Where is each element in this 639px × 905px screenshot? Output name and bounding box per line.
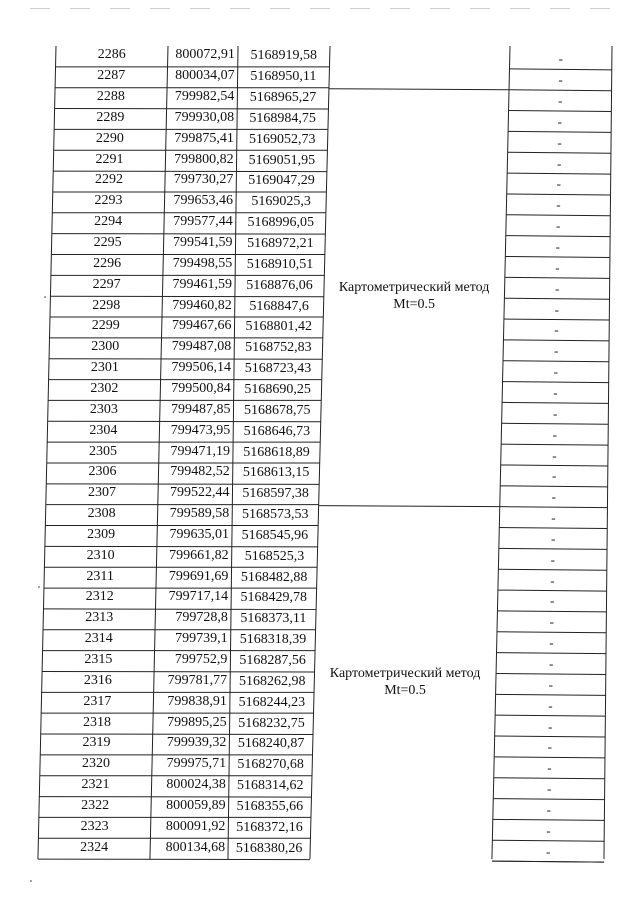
mark-cell: - [554, 301, 559, 317]
y-coordinate-cell: 5168287,56 [239, 653, 306, 668]
row-divider [504, 340, 610, 341]
point-number-cell: 2286 [97, 47, 126, 63]
x-coordinate-cell: 799460,82 [172, 297, 232, 313]
y-coordinate-cell: 5168847,6 [249, 298, 309, 314]
point-number-cell: 2323 [80, 818, 109, 834]
mark-cell: - [554, 322, 559, 338]
row-divider [495, 715, 605, 716]
mark-cell: - [548, 676, 553, 692]
row-divider [492, 840, 604, 841]
point-number-cell: 2319 [82, 735, 111, 751]
y-coordinate-cell: 5168380,26 [235, 840, 303, 856]
mark-cell: - [550, 572, 555, 588]
row-divider [508, 152, 611, 153]
row-divider [38, 859, 310, 860]
row-divider [499, 548, 607, 549]
row-divider [496, 694, 606, 695]
y-coordinate-cell: 5168525,3 [244, 548, 305, 564]
row-divider [506, 215, 610, 216]
method-group-divider [329, 89, 509, 90]
row-divider [495, 736, 605, 737]
row-divider [501, 465, 608, 466]
row-divider [55, 109, 329, 110]
point-number-cell: 2298 [92, 297, 121, 313]
point-number-cell: 2299 [91, 318, 120, 334]
x-coordinate-cell: 800059,89 [166, 797, 226, 813]
y-coordinate-cell: 5168482,88 [240, 569, 308, 585]
y-coordinate-cell: 5169052,73 [248, 131, 316, 147]
y-coordinate-cell: 5168355,66 [236, 798, 304, 814]
row-divider [50, 296, 323, 297]
x-coordinate-cell: 799500,84 [171, 380, 231, 396]
mark-cell: - [557, 93, 563, 109]
measurement-method-cell [314, 665, 496, 699]
row-divider [502, 423, 609, 424]
point-number-cell: 2318 [82, 714, 111, 730]
point-number-cell: 2295 [93, 235, 122, 251]
x-coordinate-cell: 800034,07 [175, 68, 235, 84]
row-divider [492, 861, 604, 862]
row-divider [503, 382, 609, 383]
row-divider [48, 421, 321, 422]
mark-cell: - [548, 656, 554, 671]
mark-cell: - [556, 197, 561, 213]
x-coordinate-cell: 799975,71 [166, 756, 227, 772]
x-coordinate-cell: 799653,46 [173, 193, 234, 209]
y-coordinate-cell: 5168752,83 [245, 340, 312, 356]
point-number-cell: 2320 [82, 756, 111, 772]
row-divider [493, 799, 604, 800]
x-coordinate-cell: 799752,9 [174, 652, 228, 667]
x-coordinate-cell: 799467,66 [172, 318, 232, 334]
point-number-cell: 2324 [80, 839, 109, 855]
row-divider [510, 69, 612, 70]
row-divider [507, 194, 611, 195]
y-coordinate-cell: 5168618,89 [243, 444, 310, 460]
point-number-cell: 2306 [88, 464, 117, 480]
row-divider [494, 757, 605, 758]
y-coordinate-cell: 5168984,75 [249, 110, 316, 126]
x-coordinate-cell: 800134,68 [165, 839, 226, 855]
point-number-cell: 2289 [96, 109, 125, 125]
y-coordinate-cell: 5168429,78 [240, 590, 307, 606]
x-coordinate-cell: 799781,77 [167, 672, 228, 688]
row-divider [498, 569, 606, 570]
x-coordinate-cell: 799487,08 [171, 339, 232, 355]
mark-cell: - [550, 551, 555, 567]
mark-cell: - [549, 593, 555, 609]
point-number-cell: 2310 [86, 547, 115, 563]
point-number-cell: 2287 [97, 68, 126, 84]
x-coordinate-cell: 800024,38 [166, 777, 226, 793]
mark-cell: - [547, 760, 552, 776]
x-coordinate-cell: 799461,59 [172, 276, 233, 292]
mark-cell: - [554, 280, 560, 296]
mark-cell: - [552, 405, 558, 421]
mark-cell: - [552, 426, 557, 442]
row-divider [496, 673, 606, 674]
mark-cell: - [546, 801, 551, 817]
row-divider [501, 444, 608, 445]
x-coordinate-cell: 799482,52 [170, 464, 230, 480]
y-coordinate-cell: 5168678,75 [243, 402, 311, 418]
row-divider [505, 277, 610, 278]
row-divider [506, 236, 610, 237]
row-divider [504, 298, 609, 299]
y-coordinate-cell: 5169047,29 [248, 173, 315, 189]
x-coordinate-cell: 799939,32 [166, 735, 227, 751]
x-coordinate-cell: 799635,01 [169, 526, 229, 542]
mark-cell: - [547, 739, 552, 755]
row-divider [493, 819, 605, 820]
point-number-cell: 2311 [86, 568, 114, 584]
row-divider [39, 797, 311, 798]
x-coordinate-cell: 799498,55 [172, 255, 233, 271]
row-divider [497, 611, 606, 612]
mark-cell: - [555, 259, 560, 275]
scan-speck [30, 880, 32, 882]
x-coordinate-cell: 799487,85 [170, 401, 231, 417]
x-coordinate-cell: 799577,44 [173, 214, 233, 230]
y-coordinate-cell: 5168965,27 [249, 90, 317, 106]
point-number-cell: 2302 [90, 380, 119, 396]
method-group-divider [319, 506, 500, 507]
row-divider [499, 528, 607, 529]
mark-cell: - [550, 530, 556, 546]
x-coordinate-cell: 799541,59 [173, 235, 233, 251]
method-name: Картометрический метод [338, 280, 490, 296]
point-number-cell: 2317 [83, 693, 112, 709]
y-coordinate-cell: 5168801,42 [245, 319, 313, 335]
mark-cell: - [545, 843, 551, 859]
point-number-cell: 2303 [89, 401, 118, 417]
mark-cell: - [547, 718, 553, 734]
point-number-cell: 2321 [81, 777, 110, 793]
mark-cell: - [546, 822, 551, 838]
x-coordinate-cell: 799473,95 [170, 422, 231, 438]
y-coordinate-cell: 5168262,98 [238, 673, 306, 689]
point-number-cell: 2316 [83, 672, 112, 688]
mark-cell: - [557, 113, 562, 129]
row-divider [497, 653, 606, 654]
mark-cell: - [546, 781, 552, 797]
method-name: Картометрический метод [329, 665, 481, 681]
y-coordinate-cell: 5168244,23 [238, 694, 306, 710]
y-coordinate-cell: 5168373,11 [240, 611, 307, 627]
row-divider [500, 507, 608, 508]
y-coordinate-cell: 5168240,87 [237, 736, 305, 752]
point-number-cell: 2312 [85, 589, 114, 605]
point-number-cell: 2305 [88, 443, 117, 459]
y-coordinate-cell: 5168876,06 [246, 277, 313, 293]
method-accuracy: Mt=0.5 [393, 297, 435, 313]
x-coordinate-cell: 799739,1 [175, 631, 228, 647]
mark-cell: - [558, 51, 563, 67]
x-coordinate-cell: 799895,25 [167, 714, 227, 730]
mark-cell: - [556, 155, 562, 171]
point-number-cell: 2290 [95, 130, 124, 146]
point-number-cell: 2288 [96, 89, 125, 105]
y-coordinate-cell: 5168919,58 [250, 48, 318, 64]
mark-cell: - [552, 447, 557, 463]
x-coordinate-cell: 799522,44 [169, 485, 230, 501]
row-divider [503, 361, 609, 362]
scan-speck [44, 296, 46, 298]
y-coordinate-cell: 5168910,51 [246, 256, 314, 272]
mark-cell: - [551, 510, 556, 526]
x-coordinate-cell: 799930,08 [174, 109, 235, 125]
row-divider [502, 402, 608, 403]
mark-cell: - [556, 176, 561, 192]
row-divider [508, 131, 611, 132]
mark-cell: - [549, 635, 554, 651]
row-divider [42, 671, 314, 672]
mark-cell: - [551, 489, 556, 505]
x-coordinate-cell: 799800,82 [174, 151, 234, 167]
method-accuracy: Mt=0.5 [384, 682, 426, 698]
x-coordinate-cell: 799875,41 [174, 130, 234, 146]
point-number-cell: 2300 [91, 339, 120, 355]
x-coordinate-cell: 799838,91 [167, 693, 227, 709]
mark-cell: - [558, 72, 563, 88]
point-number-cell: 2314 [84, 631, 113, 647]
y-coordinate-cell: 5168690,25 [244, 381, 311, 397]
point-number-cell: 2297 [92, 276, 121, 292]
mark-cell: - [557, 134, 562, 150]
y-coordinate-cell: 5168372,16 [236, 819, 303, 835]
row-divider [504, 319, 609, 320]
point-number-cell: 2294 [94, 214, 123, 230]
row-divider [509, 111, 612, 112]
row-divider [505, 256, 610, 257]
mark-cell: - [553, 384, 558, 400]
y-coordinate-cell: 5168723,43 [244, 361, 312, 377]
x-coordinate-cell: 799728,8 [175, 610, 228, 626]
x-coordinate-cell: 799982,54 [174, 89, 235, 105]
mark-cell: - [549, 614, 554, 630]
y-coordinate-cell: 5168950,11 [250, 69, 317, 85]
y-coordinate-cell: 5168318,39 [239, 632, 307, 648]
row-divider [497, 632, 606, 633]
point-number-cell: 2322 [81, 797, 110, 813]
point-number-cell: 2308 [87, 506, 116, 522]
x-coordinate-cell: 799589,58 [169, 506, 230, 522]
x-coordinate-cell: 799661,82 [169, 547, 229, 563]
x-coordinate-cell: 800091,92 [165, 818, 226, 834]
measurement-method-cell [324, 279, 505, 313]
point-number-cell: 2291 [95, 151, 124, 167]
y-coordinate-cell: 5168646,73 [243, 423, 311, 439]
mark-cell: - [553, 343, 559, 359]
y-coordinate-cell: 5168613,15 [242, 465, 310, 481]
point-number-cell: 2315 [84, 652, 113, 667]
x-coordinate-cell: 799717,14 [168, 589, 229, 605]
x-coordinate-cell: 799730,27 [173, 172, 234, 188]
point-number-cell: 2293 [94, 193, 123, 209]
mark-cell: - [548, 697, 553, 713]
point-number-cell: 2292 [94, 172, 123, 188]
point-number-cell: 2304 [89, 422, 118, 438]
y-coordinate-cell: 5168996,05 [247, 215, 314, 231]
mark-cell: - [553, 364, 558, 380]
point-number-cell: 2301 [90, 360, 119, 376]
row-divider [507, 173, 611, 174]
row-divider [509, 90, 612, 91]
row-divider [498, 590, 607, 591]
point-number-cell: 2313 [85, 610, 114, 626]
point-number-cell: 2309 [87, 526, 116, 542]
mark-cell: - [555, 218, 561, 234]
y-coordinate-cell: 5169025,3 [251, 194, 311, 210]
mark-cell: - [555, 239, 560, 255]
y-coordinate-cell: 5168972,21 [247, 236, 314, 252]
row-divider [494, 778, 605, 779]
y-coordinate-cell: 5168573,53 [242, 507, 309, 523]
y-coordinate-cell: 5168597,38 [242, 486, 309, 502]
row-divider [500, 486, 607, 487]
x-coordinate-cell: 799506,14 [171, 360, 231, 376]
x-coordinate-cell: 799691,69 [168, 568, 229, 584]
y-coordinate-cell: 5168270,68 [237, 757, 304, 773]
y-coordinate-cell: 5168232,75 [238, 715, 305, 731]
point-number-cell: 2307 [88, 485, 117, 501]
x-coordinate-cell: 800072,91 [175, 47, 235, 63]
x-coordinate-cell: 799471,19 [170, 443, 230, 459]
y-coordinate-cell: 5169051,95 [248, 152, 316, 168]
y-coordinate-cell: 5168545,96 [241, 527, 309, 543]
scan-speck [38, 586, 40, 588]
mark-cell: - [551, 468, 557, 484]
row-divider [45, 546, 318, 547]
y-coordinate-cell: 5168314,62 [237, 778, 304, 794]
point-number-cell: 2296 [93, 255, 122, 271]
